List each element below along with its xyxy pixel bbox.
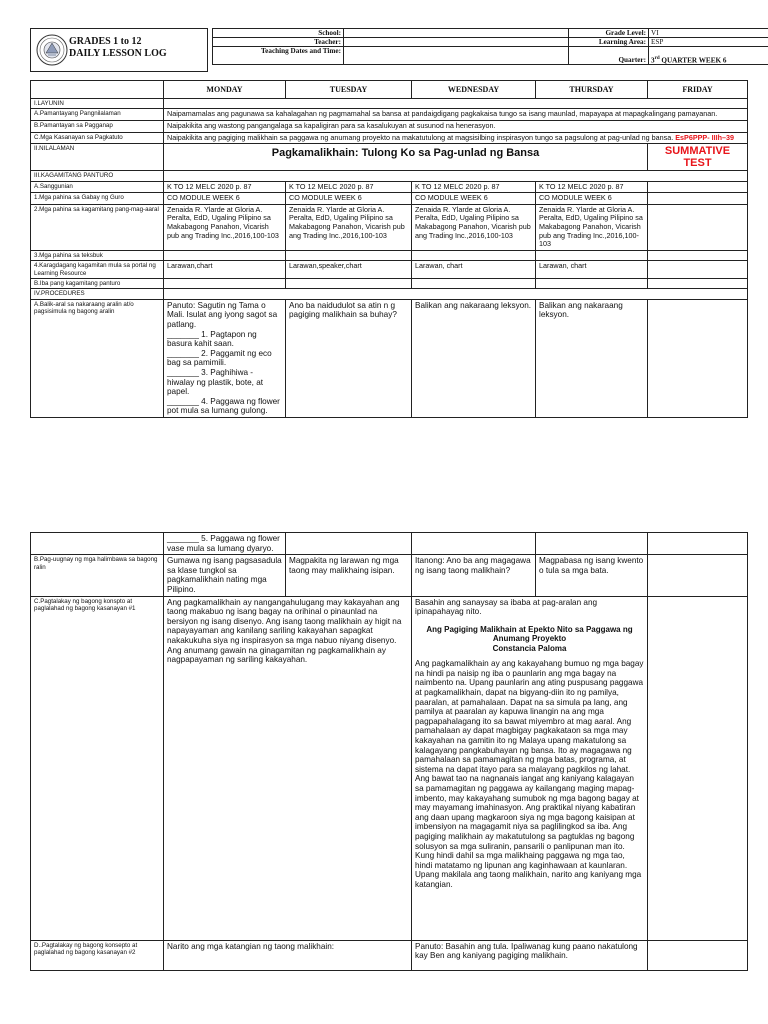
essay-title-block (415, 625, 644, 654)
lr-wednesday: Larawan, chart (412, 261, 536, 279)
essay-intro: Basahin ang sanaysay sa ibaba at pag-aralan ang ipinapahayag nito. (415, 597, 598, 617)
lr-tuesday: Larawan,speaker,chart (286, 261, 412, 279)
sanggunian-friday (648, 181, 748, 193)
balik-aral-thursday: Balikan ang nakaraang leksyon. (536, 299, 648, 417)
sanggunian-tuesday: K TO 12 MELC 2020 p. 87 (286, 181, 412, 193)
title-grades: GRADES 1 to 12 (69, 36, 142, 47)
learning-area-label: Learning Area: (569, 38, 649, 47)
gabay-monday: CO MODULE WEEK 6 (164, 193, 286, 205)
lesson-table (30, 80, 748, 418)
sanggunian-thursday: K TO 12 MELC 2020 p. 87 (536, 181, 648, 193)
mag-aaral-thursday: Zenaida R. Ylarde at Gloria A. Peralta, EdD, Ugaling Pilipino sa Makabagong Panahon, Vicarish pub ang Trading Inc.,2016,100-103 (536, 204, 648, 250)
learning-area-value[interactable]: ESP (649, 38, 768, 47)
sanggunian-monday: K TO 12 MELC 2020 p. 87 (164, 181, 286, 193)
pamantayan-sa-pagganap-label: B.Pamantayan sa Pagganap (31, 121, 164, 133)
pamantayan-sa-pagganap-text: Naipakikita ang wastong pangangalaga sa kapaligiran para sa kasalukuyan at susunod na henerasyon. (164, 121, 748, 133)
mag-aaral-monday: Zenaida R. Ylarde at Gloria A. Peralta, EdD, Ugaling Pilipino sa Makabagong Panahon, Vicarish pub ang Trading Inc.,2016,100-103 (164, 204, 286, 250)
lesson-table-continued (30, 532, 748, 971)
pag-uugnay-label: B.Pag-uugnay ng mga halimbawa sa bagong ralin (31, 555, 164, 596)
grade-level-label: Grade Level: (569, 29, 649, 38)
pagtalakay-1-label: C.Pagtalakay ng bagong konspto at paglalahad ng bagong kasanayan #1 (31, 596, 164, 940)
balik-aral-friday (648, 299, 748, 417)
dll-title (69, 36, 167, 60)
pag-uugnay-monday: Gumawa ng isang pagsasadula sa klase tungkol sa pagkamalikhain nating mga Pilipino. (164, 555, 286, 596)
kasanayan-sa-pagkatuto-label: C.Mga Kasanayan sa Pagkatuto (31, 132, 164, 144)
essay-author: Constancia Paloma (492, 643, 567, 653)
day-header-row (31, 81, 748, 99)
school-value[interactable] (344, 29, 569, 38)
lr-thursday: Larawan, chart (536, 261, 648, 279)
procedures-label: IV.PROCEDURES (31, 289, 164, 299)
pag-uugnay-wednesday: Itanong: Ano ba ang magagawa ng isang taong malikhain? (412, 555, 536, 596)
day-monday: MONDAY (164, 81, 286, 99)
gabay-ng-guro-label: 1.Mga pahina sa Gabay ng Guro (31, 193, 164, 205)
lr-monday: Larawan,chart (164, 261, 286, 279)
gabay-wednesday: CO MODULE WEEK 6 (412, 193, 536, 205)
day-thursday: THURSDAY (536, 81, 648, 99)
day-friday: FRIDAY (648, 81, 748, 99)
mag-aaral-friday (648, 204, 748, 250)
pagtalakay-2-left: Narito ang mga katangian ng taong malikhain: (164, 940, 412, 970)
summative-test-label: SUMMATIVE TEST (648, 144, 748, 171)
pagtalakay-1-left: Ang pagkamalikhain ay nangangahulugang may kakayahan ang taong makabuo ng isang bagay na orihinal o pinaunlad na bersiyon ng isang disenyo. Ang isang taong malikhain ay higit na napayayaman ang kanilang sariling kakayahan sapagkat nakakukuha siya ng inspirasyon sa mga nabuo niyang disenyo. Ang anumang gawain na ginagamitan ng pagkamalikhain ay nagpapayaman ng sariling kakayahan. (164, 596, 412, 940)
pag-uugnay-friday (648, 555, 748, 596)
layunin-label: I.LAYUNIN (31, 99, 164, 109)
gabay-friday (648, 193, 748, 205)
essay-body: Ang pagkamalikhain ay ang kakayahang bumuo ng mga bagay na hindi pa naisip ng iba o paunlarin ang mga bagay na naimbento na. Upang paunlarin ang ating puspusang paggawa at pagkamalikhain, dapat na bigyang-diin ito ng pamilya, paaralan, at pamahalaan. Dapat na sa simula pa lang, ang pamilya at paaralan ay kapuwa linangin na ang mga pagpapahalagang ito sa bawat miyembro at mag aaral. Ang pamahalaan ay dapat magbigay pagkakataon sa mga may kakayahan na gamitin ito ng Malaya upang makatulong sa kalagayang pangkabuhayan ng bansa. Ito ay magagawa ng pamahalaan sa pamamagitan ng mga batas, programa, at sistema na dapat itayo para sa malayang pagkilos ng lahat. Ang bawat tao na nagnanais iangat ang kaniyang kalagayan sa pamamagitan ng paggawa ay kailangang maging mapag-imbento, may kakayahang sumubok ng mga bagong bagay at may mayamang imahinasyon. Ang praktikal niyang kabatiran ang daan upang magkaroon siya ng mga bagong kaisipan at imbensiyon na magagamit niya sa paglilingkod sa iba. Ang pagiging malikhain ay makatutulong sa pagtuklas ng bagong solusyon sa mga suliranin, pansarili o panlipunan man ito. Kung hindi dahil sa mga malikhaing paggawa ng mga tao, hindi matatamo ng lipunan ang kaginhawaan at kaunlaran. Upang makilala ang taong malikhain, narito ang kaniyang mga katangian. (415, 659, 644, 889)
deped-seal-logo (36, 34, 68, 66)
mag-aaral-tuesday: Zenaida R. Ylarde at Gloria A. Peralta, EdD, Ugaling Pilipino sa Makabagong Panahon, Vicarish pub ang Trading Inc.,2016,100-103 (286, 204, 412, 250)
deped-title-box (30, 28, 208, 72)
quarter-label: Quarter: (569, 47, 649, 65)
lesson-table-page-1 (30, 80, 747, 418)
pagtalakay-1-right (412, 596, 648, 940)
nilalaman-topic: Pagkamalikhain: Tulong Ko sa Pag-unlad ng Bansa (164, 144, 648, 171)
kagamitang-pang-mag-aaral-label: 2.Mga pahina sa kagamitang pang-mag-aaral (31, 204, 164, 250)
sanggunian-label: A.Sanggunian (31, 181, 164, 193)
title-daily-lesson-log: DAILY LESSON LOG (69, 48, 167, 59)
balik-aral-monday: Panuto: Sagutin ng Tama o Mali. Isulat ang iyong sagot sa patlang. _______ 1. Pagtapon ng basura kahit saan. _______ 2. Paggamit ng eco bag sa pamimili. _______ 3. Paghihiwa - hiwalay ng plastik, bote, at papel. _______ 4. Paggawa ng flower pot mula sa lumang gulong. (164, 299, 286, 417)
day-wednesday: WEDNESDAY (412, 81, 536, 99)
pag-uugnay-thursday: Magpabasa ng isang kwento o tula sa mga bata. (536, 555, 648, 596)
essay-title: Ang Pagiging Malikhain at Epekto Nito sa Paggawa ng Anumang Proyekto (426, 624, 633, 644)
school-label: School: (213, 29, 344, 38)
day-tuesday: TUESDAY (286, 81, 412, 99)
pamantayang-pangnilalaman-label: A.Pamantayang Pangnilalaman (31, 109, 164, 121)
lr-friday (648, 261, 748, 279)
teaching-dates-label: Teaching Dates and Time: (213, 47, 344, 65)
kagamitan-blank (164, 171, 748, 181)
gabay-tuesday: CO MODULE WEEK 6 (286, 193, 412, 205)
pag-uugnay-tuesday: Magpakita ng larawan ng mga taong may malikhaing isipan. (286, 555, 412, 596)
pagtalakay-2-right: Panuto: Basahin ang tula. Ipaliwanag kung paano nakatulong kay Ben ang kaniyang pagiging malikhain. (412, 940, 648, 970)
teaching-dates-value[interactable] (344, 47, 569, 65)
layunin-blank (164, 99, 748, 109)
pagtalakay-2-friday (648, 940, 748, 970)
gabay-thursday: CO MODULE WEEK 6 (536, 193, 648, 205)
melc-code: EsP6PPP- IIIh–39 (675, 132, 734, 142)
iba-pang-kagamitan-label: B.Iba pang kagamitang panturo (31, 278, 164, 288)
balik-aral-label: A.Balik-aral sa nakaraang aralin at/o pagsisimula ng bagong aralin (31, 299, 164, 417)
lesson-table-page-2 (30, 532, 747, 971)
teksbuk-label: 3.Mga pahina sa teksbuk (31, 250, 164, 260)
pagtalakay-2-label: D..Pagtalakay ng bagong konsepto at paglalahad ng bagong kasanayan #2 (31, 940, 164, 970)
day-header-blank (31, 81, 164, 99)
nilalaman-label: II.NILALAMAN (31, 144, 164, 171)
balik-aral-wednesday: Balikan ang nakaraang leksyon. (412, 299, 536, 417)
pamantayang-pangnilalaman-text: Naipamamalas ang pagunawa sa kahalagahan ng pagmamahal sa bansa at pandaigdigang pagkakaisa tungo sa isang maunlad, mapayapa at mapagkalingang pamayanan. (164, 109, 748, 121)
balik-aral-monday-cont: _______ 5. Paggawa ng flower vase mula sa lumang dyaryo. (164, 533, 286, 555)
balik-aral-tuesday: Ano ba naidudulot sa atin n g pagiging malikhain sa buhay? (286, 299, 412, 417)
kasanayan-sa-pagkatuto-text: Naipakikita ang pagiging malikhain sa paggawa ng anumang proyekto na makatutulong at magsisilbing inspirasyon tungo sa pagsulong at pag-unlad ng bansa. EsP6PPP- IIIh–39 (164, 132, 748, 144)
teacher-label: Teacher: (213, 38, 344, 47)
header-info-table (212, 28, 768, 65)
quarter-value[interactable]: 3rd QUARTER WEEK 6 (649, 47, 768, 65)
pagtalakay-1-friday (648, 596, 748, 940)
teacher-value[interactable] (344, 38, 569, 47)
lesson-log-header (30, 28, 747, 72)
procedures-blank (164, 289, 748, 299)
grade-level-value[interactable]: VI (649, 29, 768, 38)
kagamitan-label: III.KAGAMITANG PANTURO (31, 171, 164, 181)
mag-aaral-wednesday: Zenaida R. Ylarde at Gloria A. Peralta, EdD, Ugaling Pilipino sa Makabagong Panahon, Vicarish pub ang Trading Inc.,2016,100-103 (412, 204, 536, 250)
sanggunian-wednesday: K TO 12 MELC 2020 p. 87 (412, 181, 536, 193)
learning-resource-label: 4.Karagdagang kagamitan mula sa portal ng Learning Resource (31, 261, 164, 279)
